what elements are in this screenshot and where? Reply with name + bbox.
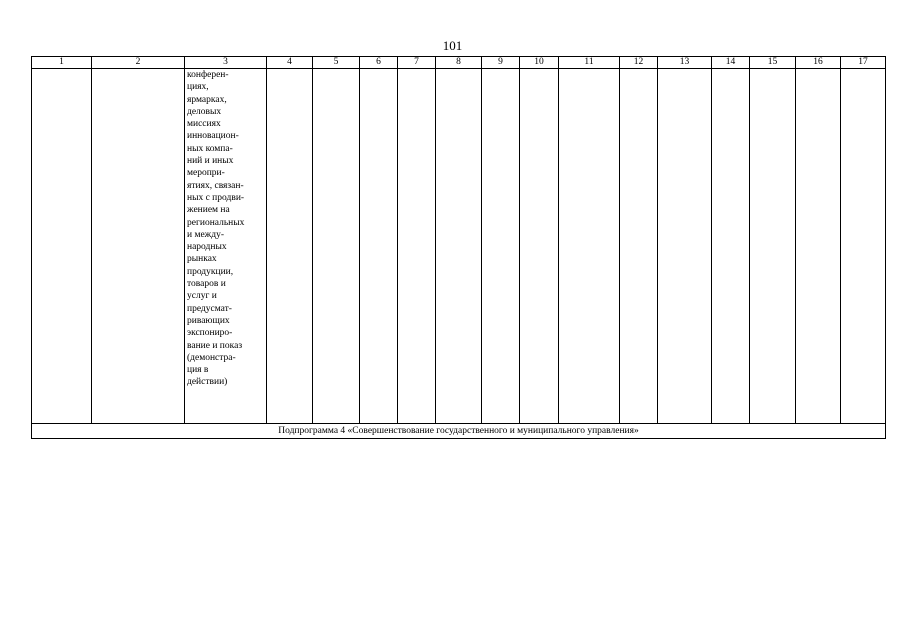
table-cell	[750, 69, 796, 424]
table-cell	[32, 69, 92, 424]
column-header: 12	[620, 57, 658, 69]
cell-text-line: рынках	[187, 254, 217, 265]
table-row	[32, 69, 886, 424]
cell-text-line: услуг и	[187, 291, 217, 302]
cell-text-line: продукции,	[187, 266, 234, 277]
table-cell	[520, 69, 559, 424]
column-number-row	[32, 57, 886, 69]
column-header: 11	[559, 57, 620, 69]
subprogram-row	[32, 424, 886, 439]
column-header: 17	[841, 57, 886, 69]
table-cell	[559, 69, 620, 424]
table-cell	[436, 69, 482, 424]
table-cell	[267, 69, 313, 424]
column-header: 16	[796, 57, 841, 69]
cell-text-line: (демонстра-	[187, 352, 236, 363]
column-header: 6	[360, 57, 398, 69]
cell-text-line: ятиях, связан-	[187, 180, 244, 191]
table-cell	[398, 69, 436, 424]
table-cell	[796, 69, 841, 424]
column-header: 8	[436, 57, 482, 69]
measure-description-cell	[185, 69, 267, 424]
cell-text-line: региональных	[187, 217, 245, 228]
cell-text-line: ривающих	[187, 315, 230, 326]
table-cell	[360, 69, 398, 424]
cell-text-line: ция в	[187, 365, 209, 376]
cell-text-line: ярмарках,	[187, 94, 227, 105]
cell-text-line: меропри-	[187, 168, 225, 179]
column-header: 15	[750, 57, 796, 69]
cell-text-line: инновацион-	[187, 131, 239, 142]
cell-text-line: вание и показ	[187, 340, 243, 351]
subprogram-title: Подпрограмма 4 «Совершенствование государственного и муниципального управления»	[32, 424, 886, 439]
cell-text-line: народных	[187, 242, 227, 253]
column-header: 7	[398, 57, 436, 69]
column-header: 9	[482, 57, 520, 69]
column-header: 13	[658, 57, 712, 69]
column-header: 14	[712, 57, 750, 69]
cell-text-line: товаров и	[187, 279, 226, 290]
table-cell	[620, 69, 658, 424]
column-header: 3	[185, 57, 267, 69]
table-cell	[482, 69, 520, 424]
table-cell	[92, 69, 185, 424]
cell-text-line: конферен-	[187, 70, 229, 80]
cell-text-line: ных с продви-	[187, 192, 245, 203]
cell-text-line: действии)	[187, 377, 228, 388]
cell-text-line: деловых	[187, 106, 222, 117]
cell-text-line: ний и иных	[187, 156, 234, 167]
cell-text-line: жением на	[187, 205, 230, 216]
table-cell	[712, 69, 750, 424]
cell-text-line: ных компа-	[187, 143, 233, 154]
column-header: 2	[92, 57, 185, 69]
cell-text-line: циях,	[187, 82, 209, 93]
column-header: 5	[313, 57, 360, 69]
table-cell	[841, 69, 886, 424]
cell-text-line: миссиях	[187, 119, 221, 130]
column-header: 4	[267, 57, 313, 69]
cell-text-line: и между-	[187, 229, 224, 240]
page-number: 101	[442, 38, 463, 53]
cell-text-line: предусмат-	[187, 303, 232, 314]
column-header: 10	[520, 57, 559, 69]
program-table	[31, 56, 886, 439]
cell-text-line: экспониро-	[187, 328, 233, 339]
column-header: 1	[32, 57, 92, 69]
table-cell	[658, 69, 712, 424]
table-cell	[313, 69, 360, 424]
